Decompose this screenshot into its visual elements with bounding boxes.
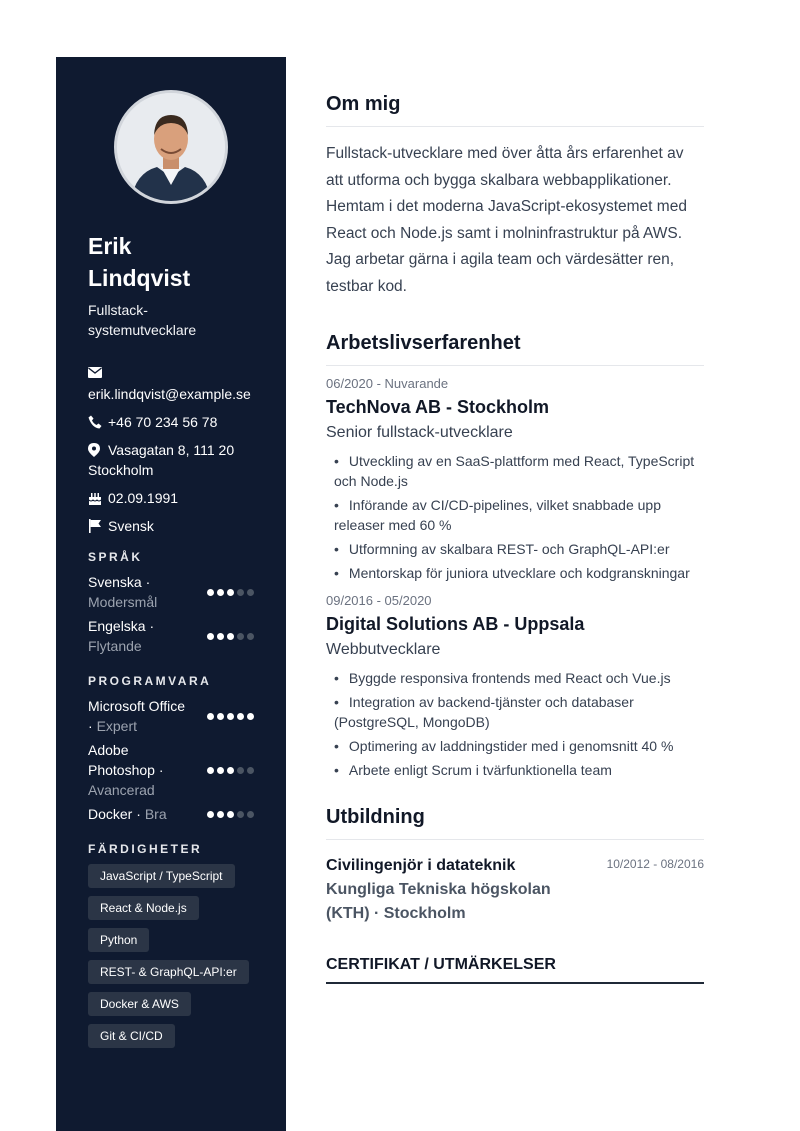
experience-title: Arbetslivserfarenhet: [326, 332, 704, 366]
job-bullet: • Utformning av skalbara REST- och GraphQL-API:er: [334, 539, 704, 559]
rating-dot: [207, 633, 214, 640]
rating-dot: [237, 713, 244, 720]
rating-dot: [207, 589, 214, 596]
rating-level: Bra: [144, 806, 167, 822]
about-text: Fullstack-utvecklare med över åtta års erfarenhet av att utforma och bygga skalbara webbapplikationer. Hemtam i det moderna JavaScript-ekosystemet med React och Node.js samt i molninfrastruktur på AWS. Jag arbetar gärna i agila team och värdesätter ren, testbar kod.: [326, 145, 687, 295]
main-content: [326, 93, 704, 984]
rating-row: [88, 616, 254, 656]
job-dates: 09/2016 - 05/2020: [326, 593, 432, 608]
rating-level: Flytande: [88, 638, 142, 654]
rating-dot: [227, 713, 234, 720]
rating-separator: ·: [132, 806, 145, 822]
rating-level: Modersmål: [88, 594, 158, 610]
rating-dot: [247, 767, 254, 774]
rating-dot: [217, 633, 224, 640]
name-last: Lindqvist: [88, 265, 191, 291]
skill-tag: Python: [88, 928, 149, 952]
profile-photo: [114, 90, 228, 204]
rating-dot: [227, 589, 234, 596]
skill-tag: Docker & AWS: [88, 992, 191, 1016]
languages-list: [88, 572, 254, 656]
contact-phone: [88, 412, 254, 432]
rating-label: [88, 696, 193, 736]
job-company: Digital Solutions AB - Uppsala: [326, 614, 585, 634]
certificates-title: CERTIFIKAT / UTMÄRKELSER: [326, 956, 704, 984]
rating-label: [88, 616, 193, 656]
job-role: Senior fullstack-utvecklare: [326, 424, 513, 441]
job-dates: 06/2020 - Nuvarande: [326, 376, 449, 391]
experience-list: [326, 376, 704, 780]
rating-dot: [247, 589, 254, 596]
education-title: Utbildning: [326, 806, 704, 840]
job-bullet: • Utveckling av en SaaS-plattform med React, TypeScript och Node.js: [334, 451, 704, 491]
rating-name: Adobe Photoshop: [88, 742, 155, 778]
rating-row: [88, 696, 254, 736]
contact-list: [88, 364, 254, 536]
job-title: Fullstack-systemutvecklare: [88, 302, 197, 338]
job-bullet: • Integration av backend-tjänster och databaser (PostgreSQL, MongoDB): [334, 692, 704, 732]
rating-dots: [207, 767, 254, 774]
rating-level: Avancerad: [88, 782, 155, 798]
rating-dot: [237, 767, 244, 774]
rating-name: Svenska: [88, 574, 142, 590]
rating-dot: [227, 767, 234, 774]
rating-dots: [207, 589, 254, 596]
rating-name: Engelska: [88, 618, 146, 634]
rating-dot: [247, 633, 254, 640]
rating-name: Microsoft Office: [88, 698, 185, 714]
rating-separator: ·: [154, 762, 164, 778]
map-pin-icon: [88, 443, 102, 456]
flag-icon: [88, 519, 102, 532]
languages-title: SPRÅK: [88, 550, 143, 564]
nationality-text: Svensk: [108, 518, 154, 534]
job-bullet: • Mentorskap för juniora utvecklare och kodgranskningar: [334, 563, 704, 583]
rating-row: [88, 740, 254, 800]
education-school: Kungliga Tekniska högskolan (KTH) · Stockholm: [326, 881, 551, 922]
job-bullet: • Byggde responsiva frontends med React och Vue.js: [334, 668, 704, 688]
rating-level: Expert: [96, 718, 138, 734]
address-text: Vasagatan 8, 111 20 Stockholm: [88, 442, 235, 478]
skill-tag: Git & CI/CD: [88, 1024, 175, 1048]
education-degree: Civilingenjör i datateknik: [326, 857, 516, 874]
rating-separator: ·: [141, 574, 151, 590]
rating-dot: [237, 589, 244, 596]
software-list: [88, 696, 254, 824]
envelope-icon: [88, 367, 102, 380]
phone-icon: [88, 415, 102, 428]
job-bullet: • Införande av CI/CD-pipelines, vilket snabbade upp releaser med 60 %: [334, 495, 704, 535]
rating-dot: [217, 811, 224, 818]
rating-dot: [217, 713, 224, 720]
rating-dot: [237, 633, 244, 640]
rating-dots: [207, 633, 254, 640]
rating-dot: [227, 633, 234, 640]
education-dates: 10/2012 - 08/2016: [606, 857, 704, 871]
contact-birthdate: [88, 488, 254, 508]
job-company: TechNova AB - Stockholm: [326, 397, 550, 417]
contact-address: [88, 440, 254, 480]
rating-label: [88, 740, 193, 800]
skill-tag: REST- & GraphQL-API:er: [88, 960, 249, 984]
rating-dot: [247, 713, 254, 720]
rating-dot: [207, 767, 214, 774]
job-bullets: [326, 668, 704, 780]
job-role: Webbutvecklare: [326, 641, 441, 658]
contact-email: [88, 364, 254, 404]
about-title: Om mig: [326, 93, 704, 127]
birthdate-text: 02.09.1991: [108, 490, 179, 506]
rating-dot: [217, 589, 224, 596]
rating-dots: [207, 811, 254, 818]
cake-icon: [88, 491, 102, 504]
job-bullet: • Arbete enligt Scrum i tvärfunktionella team: [334, 760, 704, 780]
skill-tag: React & Node.js: [88, 896, 199, 920]
rating-row: [88, 572, 254, 612]
rating-name: Docker: [88, 806, 133, 822]
rating-separator: ·: [88, 718, 97, 734]
education-entry: [326, 854, 704, 926]
phone-text: +46 70 234 56 78: [108, 414, 218, 430]
sidebar: [56, 57, 286, 1131]
skills-title: FÄRDIGHETER: [88, 842, 203, 856]
skill-tag: JavaScript / TypeScript: [88, 864, 235, 888]
rating-dot: [207, 811, 214, 818]
rating-dot: [237, 811, 244, 818]
rating-row: [88, 804, 254, 824]
rating-dot: [207, 713, 214, 720]
rating-label: [88, 804, 193, 824]
rating-label: [88, 572, 193, 612]
job-entry: [326, 376, 704, 583]
job-bullet: • Optimering av laddningstider med i genomsnitt 40 %: [334, 736, 704, 756]
name-first: Erik: [88, 233, 132, 259]
rating-dot: [247, 811, 254, 818]
rating-separator: ·: [145, 618, 155, 634]
job-entry: [326, 593, 704, 780]
skills-list: [88, 864, 254, 1048]
software-title: PROGRAMVARA: [88, 674, 212, 688]
rating-dot: [227, 811, 234, 818]
candidate-name: [88, 230, 254, 294]
contact-nationality: [88, 516, 254, 536]
email-text[interactable]: erik.lindqvist@example.se: [88, 386, 251, 402]
rating-dots: [207, 713, 254, 720]
job-bullets: [326, 451, 704, 583]
rating-dot: [217, 767, 224, 774]
